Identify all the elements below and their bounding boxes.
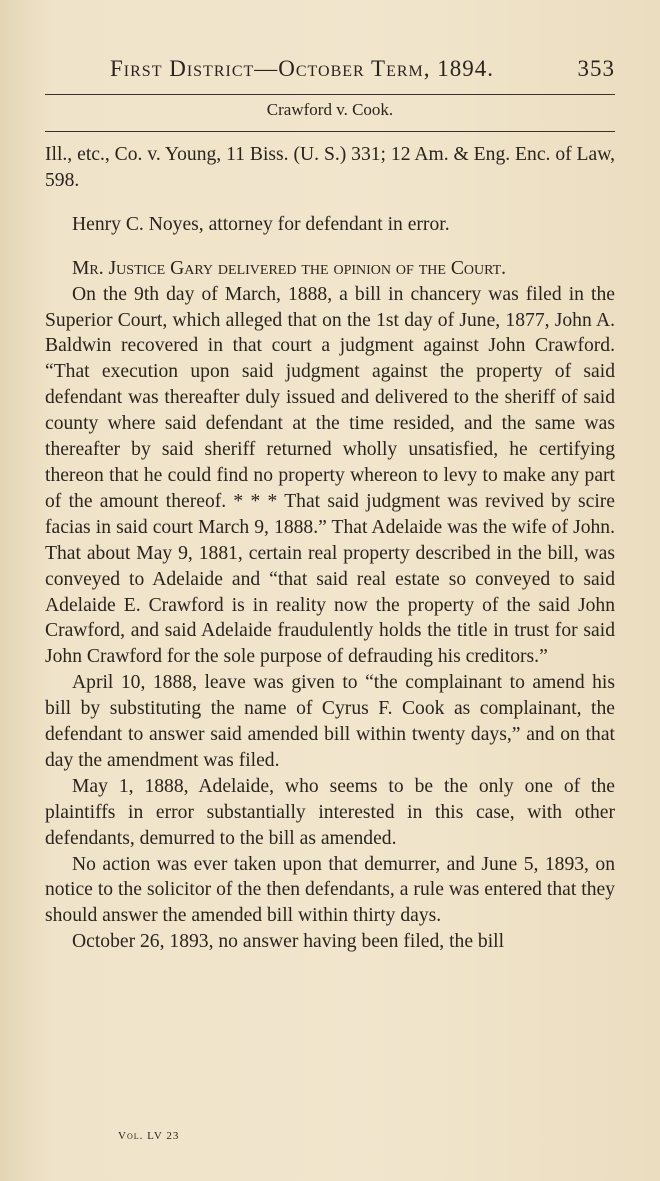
page-number: 353 xyxy=(577,56,615,81)
running-head xyxy=(110,56,615,82)
opinion-paragraph: October 26, 1893, no answer having been filed, the bill xyxy=(72,931,505,953)
header-rule-top xyxy=(45,94,615,95)
case-title: Crawford v. Cook. xyxy=(266,100,394,119)
header-rule-bottom xyxy=(45,131,615,132)
opinion-paragraph: April 10, 1888, leave was given to “the complainant to amend his bill by substituting the name of Cyrus F. Cook as complainant, the defendant to answer said amended bill within twenty days,” and on that day the amendment was filed. xyxy=(45,672,615,771)
signature-mark: Vol. LV 23 xyxy=(118,1130,180,1142)
opinion-paragraph: No action was ever taken upon that demurrer, and June 5, 1893, on notice to the solicitor of the then defendants, a rule was entered that they should answer the amended bill within thirty days. xyxy=(45,853,615,927)
running-head-title: First District—October Term, 1894. xyxy=(110,56,495,81)
opinion-paragraph: On the 9th day of March, 1888, a bill in chancery was filed in the Superior Court, which alleged that on the 1st day of June, 1877, John A. Baldwin recovered in that court a judgment against John Crawford. “That execution upon said judgment against the property of said defendant was thereafter duly issued and delivered to the sheriff of said county where said defendant at the time resided, and the same was thereafter by said sheriff returned wholly unsatisfied, he certifying thereon that he could find no property whereon to levy to make any part of the amount thereof. * * * That said judgment was revived by scire facias in said court March 9, 1888.” That Adelaide was the wife of John. That about May 9, 1881, certain real property described in the bill, was conveyed to Adelaide and “that said real estate so conveyed to said Adelaide E. Crawford is in reality now the property of the said John Crawford, and said Adelaide fraudulently holds the title in trust for said John Crawford for the sole purpose of defrauding his creditors.” xyxy=(45,283,615,668)
opinion-heading: Mr. Justice Gary delivered the opinion of the Court. xyxy=(72,257,507,279)
attorney-line: Henry C. Noyes, attorney for defendant in error. xyxy=(72,213,450,235)
citation-paragraph: Ill., etc., Co. v. Young, 11 Biss. (U. S.) 331; 12 Am. & Eng. Enc. of Law, 598. xyxy=(45,144,615,191)
opinion-paragraph: May 1, 1888, Adelaide, who seems to be the only one of the plaintiffs in error substantially interested in this case, with other defendants, demurred to the bill as amended. xyxy=(45,775,615,849)
body-text xyxy=(45,142,615,955)
